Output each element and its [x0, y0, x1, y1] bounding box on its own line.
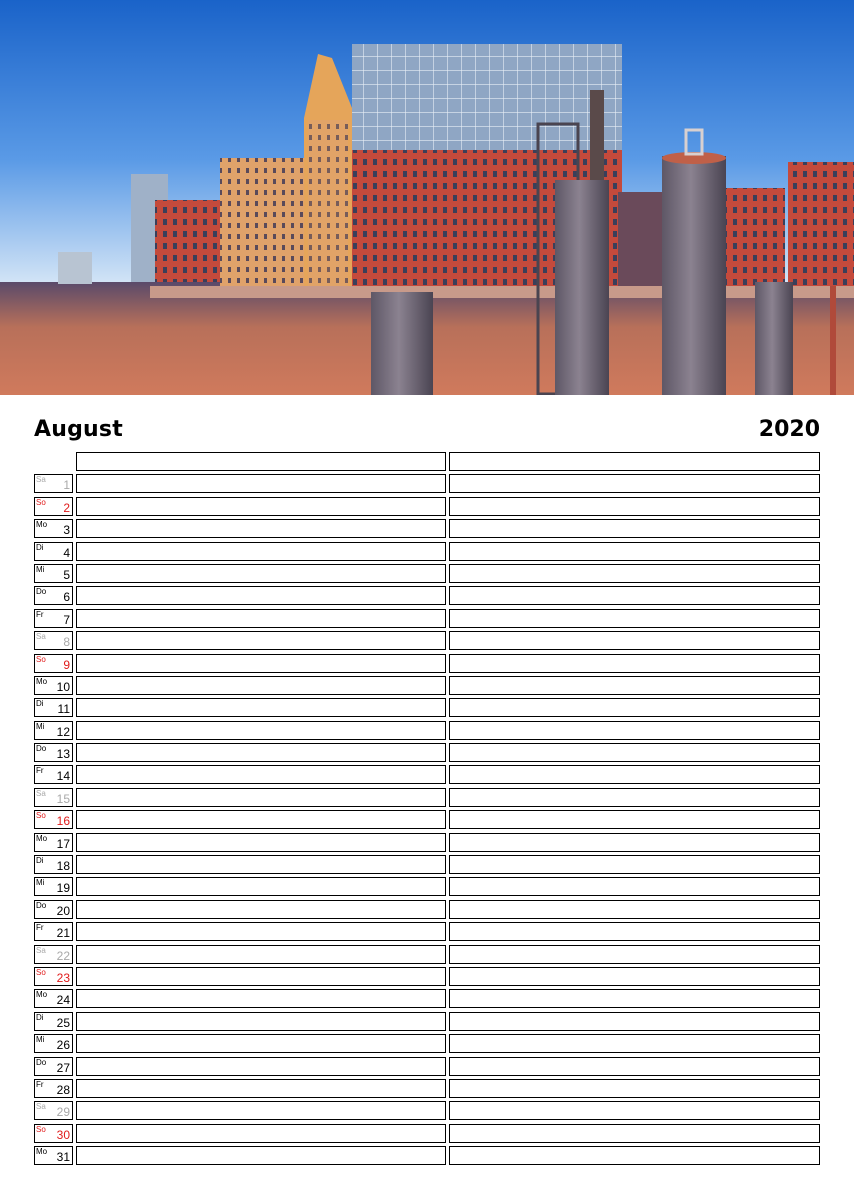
day-label	[34, 945, 73, 964]
entry-cell-left[interactable]	[76, 654, 446, 673]
day-label	[34, 989, 73, 1008]
weekday-abbrev: Mi	[36, 1035, 45, 1045]
day-row	[34, 540, 820, 562]
day-row	[34, 562, 820, 584]
header-photo	[0, 0, 854, 395]
weekday-abbrev: Mo	[36, 990, 48, 1000]
weekday-abbrev: Di	[36, 856, 44, 866]
day-row	[34, 719, 820, 741]
day-label	[34, 922, 73, 941]
day-row	[34, 1032, 820, 1054]
entry-cell-left[interactable]	[76, 788, 446, 807]
day-number: 11	[57, 702, 70, 717]
day-label	[34, 900, 73, 919]
day-label	[34, 586, 73, 605]
weekday-abbrev: Do	[36, 587, 47, 597]
day-label	[34, 1034, 73, 1053]
day-label	[34, 743, 73, 762]
entry-cell-left[interactable]	[76, 721, 446, 740]
day-label	[34, 609, 73, 628]
day-label	[34, 788, 73, 807]
day-row	[34, 853, 820, 875]
day-row	[34, 696, 820, 718]
entry-cell-right[interactable]	[449, 1146, 820, 1165]
entry-cell-right[interactable]	[449, 474, 820, 493]
entry-cell-left[interactable]	[76, 945, 446, 964]
day-row	[34, 763, 820, 785]
entry-cell-right[interactable]	[449, 743, 820, 762]
day-label	[34, 833, 73, 852]
weekday-abbrev: So	[36, 811, 46, 821]
day-row	[34, 1077, 820, 1099]
header-cell-left[interactable]	[76, 452, 446, 471]
entry-cell-right[interactable]	[449, 519, 820, 538]
day-label	[34, 519, 73, 538]
day-number: 8	[63, 635, 70, 650]
entry-cell-right[interactable]	[449, 1101, 820, 1120]
entry-cell-left[interactable]	[76, 586, 446, 605]
entry-cell-left[interactable]	[76, 1146, 446, 1165]
day-label	[34, 631, 73, 650]
entry-cell-left[interactable]	[76, 967, 446, 986]
weekday-abbrev: Di	[36, 699, 44, 709]
entry-cell-right[interactable]	[449, 654, 820, 673]
entry-cell-right[interactable]	[449, 900, 820, 919]
day-number: 23	[56, 970, 70, 985]
day-number: 13	[56, 747, 70, 762]
day-row	[34, 1122, 820, 1144]
day-row	[34, 472, 820, 494]
entry-cell-right[interactable]	[449, 586, 820, 605]
day-label	[34, 967, 73, 986]
day-row	[34, 674, 820, 696]
day-number: 16	[56, 814, 70, 829]
entry-cell-left[interactable]	[76, 1034, 446, 1053]
day-label	[34, 1124, 73, 1143]
entry-cell-right[interactable]	[449, 922, 820, 941]
day-number: 17	[56, 836, 70, 851]
day-number: 24	[56, 993, 70, 1008]
weekday-abbrev: Do	[36, 1057, 47, 1067]
day-number: 2	[63, 500, 70, 515]
weekday-abbrev: Sa	[36, 632, 46, 642]
weekday-abbrev: Mo	[36, 520, 48, 530]
day-number: 14	[56, 769, 70, 784]
entry-cell-left[interactable]	[76, 474, 446, 493]
day-row	[34, 1099, 820, 1121]
day-label	[34, 1146, 73, 1165]
entry-cell-right[interactable]	[449, 765, 820, 784]
entry-cell-left[interactable]	[76, 542, 446, 561]
entry-cell-right[interactable]	[449, 542, 820, 561]
day-number: 1	[63, 478, 70, 493]
entry-cell-right[interactable]	[449, 877, 820, 896]
weekday-abbrev: Mo	[36, 1147, 48, 1157]
weekday-abbrev: Di	[36, 542, 44, 552]
day-number: 10	[56, 679, 70, 694]
entry-cell-left[interactable]	[76, 1079, 446, 1098]
day-label	[34, 542, 73, 561]
day-number: 9	[63, 657, 70, 672]
day-row	[34, 987, 820, 1009]
weekday-abbrev: Mi	[36, 564, 45, 574]
entry-cell-left[interactable]	[76, 698, 446, 717]
entry-cell-left[interactable]	[76, 1124, 446, 1143]
entry-cell-left[interactable]	[76, 1012, 446, 1031]
entry-cell-left[interactable]	[76, 1057, 446, 1076]
day-label	[34, 564, 73, 583]
entry-cell-left[interactable]	[76, 1101, 446, 1120]
entry-cell-left[interactable]	[76, 877, 446, 896]
day-label	[34, 698, 73, 717]
day-label	[34, 721, 73, 740]
entry-cell-right[interactable]	[449, 1124, 820, 1143]
day-label	[34, 765, 73, 784]
entry-cell-left[interactable]	[76, 765, 446, 784]
header-cell-right[interactable]	[449, 452, 820, 471]
weekday-abbrev: So	[36, 497, 46, 507]
weekday-abbrev: So	[36, 967, 46, 977]
day-label	[34, 1057, 73, 1076]
day-label	[34, 1012, 73, 1031]
day-number: 3	[63, 523, 70, 538]
day-row	[34, 943, 820, 965]
entry-cell-left[interactable]	[76, 922, 446, 941]
day-row	[34, 875, 820, 897]
weekday-abbrev: Do	[36, 744, 47, 754]
day-label	[34, 1079, 73, 1098]
entry-cell-right[interactable]	[449, 1012, 820, 1031]
day-number: 31	[56, 1150, 70, 1165]
entry-cell-left[interactable]	[76, 833, 446, 852]
day-number: 19	[56, 881, 70, 896]
entry-cell-right[interactable]	[449, 945, 820, 964]
day-row	[34, 920, 820, 942]
day-row	[34, 1144, 820, 1166]
day-label	[34, 654, 73, 673]
day-label	[34, 497, 73, 516]
day-row	[34, 898, 820, 920]
entry-cell-right[interactable]	[449, 1079, 820, 1098]
day-number: 18	[56, 859, 70, 874]
weekday-abbrev: Do	[36, 900, 47, 910]
day-row	[34, 808, 820, 830]
entry-cell-right[interactable]	[449, 564, 820, 583]
day-row	[34, 831, 820, 853]
entry-cell-left[interactable]	[76, 810, 446, 829]
header-row	[34, 450, 820, 472]
weekday-abbrev: So	[36, 654, 46, 664]
entry-cell-right[interactable]	[449, 676, 820, 695]
day-label	[34, 877, 73, 896]
day-row	[34, 584, 820, 606]
day-label	[34, 676, 73, 695]
weekday-abbrev: Mo	[36, 833, 48, 843]
entry-cell-left[interactable]	[76, 989, 446, 1008]
entry-cell-right[interactable]	[449, 609, 820, 628]
month-title: August	[34, 417, 123, 442]
entry-cell-right[interactable]	[449, 1057, 820, 1076]
entry-cell-left[interactable]	[76, 631, 446, 650]
entry-cell-left[interactable]	[76, 676, 446, 695]
weekday-abbrev: Mi	[36, 878, 45, 888]
day-row	[34, 965, 820, 987]
day-number: 4	[63, 545, 70, 560]
entry-cell-left[interactable]	[76, 564, 446, 583]
day-number: 22	[56, 948, 70, 963]
day-row	[34, 517, 820, 539]
day-number: 26	[56, 1038, 70, 1053]
entry-cell-right[interactable]	[449, 833, 820, 852]
entry-cell-right[interactable]	[449, 967, 820, 986]
day-number: 28	[56, 1082, 70, 1097]
day-label	[34, 1101, 73, 1120]
weekday-abbrev: Fr	[36, 923, 44, 933]
day-number: 12	[56, 724, 70, 739]
weekday-abbrev: Sa	[36, 788, 46, 798]
entry-cell-right[interactable]	[449, 497, 820, 516]
day-number: 5	[63, 567, 70, 582]
day-row	[34, 1010, 820, 1032]
entry-cell-right[interactable]	[449, 631, 820, 650]
day-number: 20	[56, 903, 70, 918]
entry-cell-right[interactable]	[449, 810, 820, 829]
day-row	[34, 629, 820, 651]
weekday-abbrev: Fr	[36, 1079, 44, 1089]
day-number: 7	[63, 612, 70, 627]
day-number: 27	[56, 1060, 70, 1075]
weekday-abbrev: Sa	[36, 1102, 46, 1112]
weekday-abbrev: Sa	[36, 475, 46, 485]
weekday-abbrev: So	[36, 1124, 46, 1134]
entry-cell-left[interactable]	[76, 855, 446, 874]
day-label	[34, 810, 73, 829]
weekday-abbrev: Mo	[36, 676, 48, 686]
entry-cell-right[interactable]	[449, 721, 820, 740]
weekday-abbrev: Di	[36, 1012, 44, 1022]
year-title: 2020	[758, 417, 820, 442]
entry-cell-right[interactable]	[449, 698, 820, 717]
entry-cell-left[interactable]	[76, 519, 446, 538]
entry-cell-right[interactable]	[449, 855, 820, 874]
day-row	[34, 786, 820, 808]
day-row	[34, 607, 820, 629]
weekday-abbrev: Mi	[36, 721, 45, 731]
day-row	[34, 652, 820, 674]
entry-cell-right[interactable]	[449, 788, 820, 807]
day-row	[34, 741, 820, 763]
weekday-abbrev: Fr	[36, 766, 44, 776]
day-label	[34, 855, 73, 874]
entry-cell-left[interactable]	[76, 497, 446, 516]
entry-cell-right[interactable]	[449, 989, 820, 1008]
day-row	[34, 495, 820, 517]
day-number: 29	[56, 1105, 70, 1120]
weekday-abbrev: Fr	[36, 609, 44, 619]
day-label	[34, 474, 73, 493]
calendar-grid	[34, 450, 820, 1167]
entry-cell-left[interactable]	[76, 900, 446, 919]
day-number: 6	[63, 590, 70, 605]
weekday-abbrev: Sa	[36, 945, 46, 955]
day-number: 25	[56, 1015, 70, 1030]
entry-cell-right[interactable]	[449, 1034, 820, 1053]
entry-cell-left[interactable]	[76, 609, 446, 628]
day-row	[34, 1055, 820, 1077]
day-number: 30	[56, 1127, 70, 1142]
day-number: 15	[56, 791, 70, 806]
entry-cell-left[interactable]	[76, 743, 446, 762]
day-number: 21	[56, 926, 70, 941]
